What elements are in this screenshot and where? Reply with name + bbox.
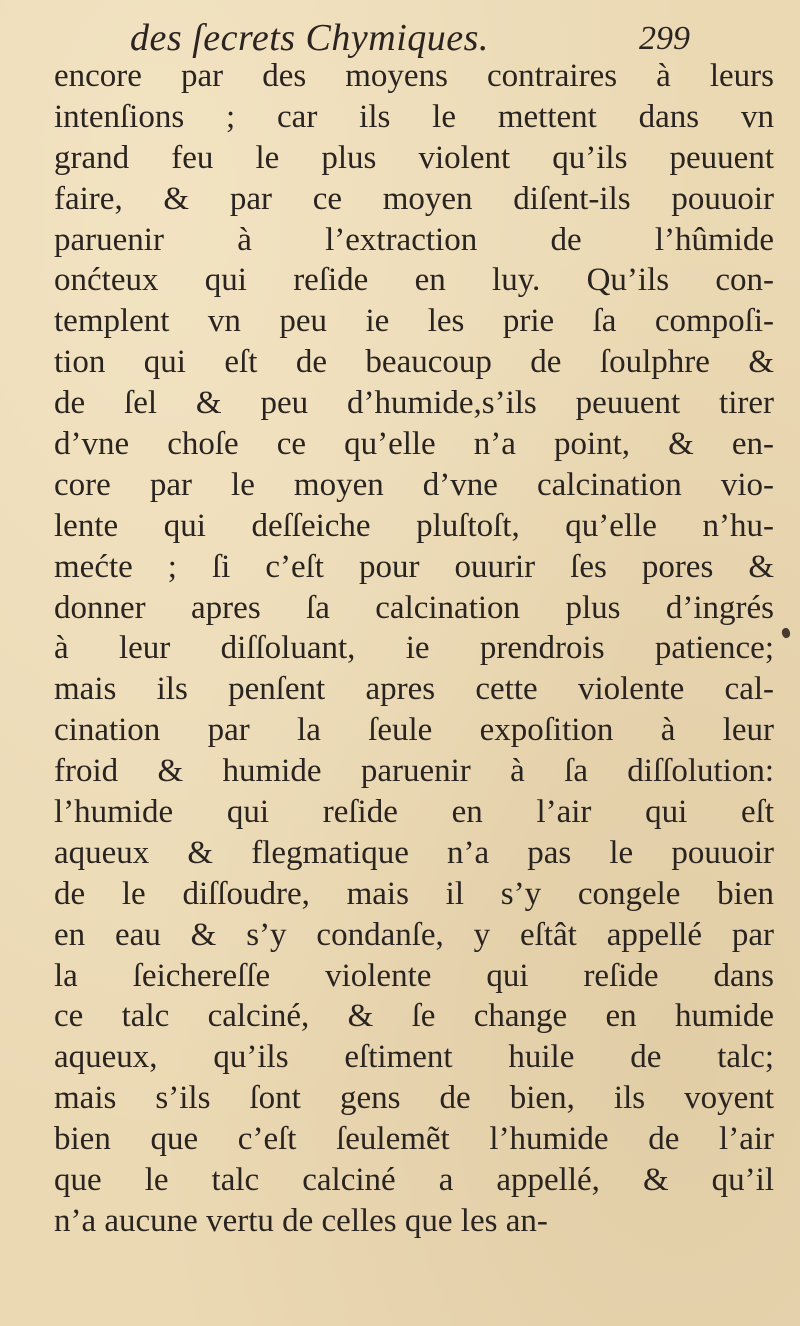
text-line: grand feu le plus violent qu’ils peuuent (54, 139, 774, 176)
text-line: core par le moyen d’vne calcination vio- (54, 466, 774, 503)
text-line: à leur diſſoluant, ie prendrois patience; (54, 630, 774, 667)
text-line: la ſeichereſſe violente qui reſide dans (54, 957, 774, 994)
text-line: de ſel & peu d’humide,s’ils peuuent tirer (54, 385, 774, 422)
text-line: lente qui deſſeiche pluſtoſt, qu’elle n’hu- (54, 507, 774, 544)
text-line: de le diſſoudre, mais il s’y congele bien (54, 875, 774, 912)
text-line: n’a aucune vertu de celles que les an- (54, 1202, 548, 1239)
text-line: faire, & par ce moyen diſent-ils pouuoir (54, 180, 774, 217)
text-line: mais ils penſent apres cette violente cal- (54, 671, 774, 708)
text-line: en eau & s’y condanſe, y eſtât appellé par (54, 916, 774, 953)
text-line: templent vn peu ie les prie ſa compoſi- (54, 303, 774, 340)
text-line: bien que c’eſt ſeulemẽt l’humide de l’air (54, 1121, 774, 1158)
text-line: intenſions ; car ils le mettent dans vn (54, 98, 774, 135)
text-line: mais s’ils ſont gens de bien, ils voyent (54, 1080, 774, 1117)
text-line: d’vne choſe ce qu’elle n’a point, & en- (54, 426, 774, 463)
text-line: encore par des moyens contraires à leurs (54, 58, 774, 94)
text-line: que le talc calciné a appellé, & qu’il (54, 1162, 774, 1199)
text-line: paruenir à l’extraction de l’hûmide (54, 221, 774, 258)
text-line: aqueux, qu’ils eſtiment huile de talc; (54, 1039, 774, 1076)
text-line: l’humide qui reſide en l’air qui eſt (54, 794, 774, 831)
text-line: onćteux qui reſide en luy. Qu’ils con- (54, 262, 774, 299)
text-line: mećte ; ſi c’eſt pour ouurir ſes pores & (54, 548, 774, 585)
text-body (54, 56, 774, 1242)
ink-spot-mark (781, 627, 792, 639)
text-line: cination par la ſeule expoſition à leur (54, 712, 774, 749)
text-line: tion qui eſt de beaucoup de ſoulphre & (54, 344, 774, 381)
text-line: aqueux & flegmatique n’a pas le pouuoir (54, 834, 774, 871)
page-number: 299 (639, 20, 690, 57)
text-line: froid & humide paruenir à ſa diſſolution: (54, 753, 774, 790)
text-line: donner apres ſa calcination plus d’ingrés (54, 589, 774, 626)
running-title: des ſecrets Chymiques. (130, 17, 489, 59)
text-line: ce talc calciné, & ſe change en humide (54, 998, 774, 1035)
